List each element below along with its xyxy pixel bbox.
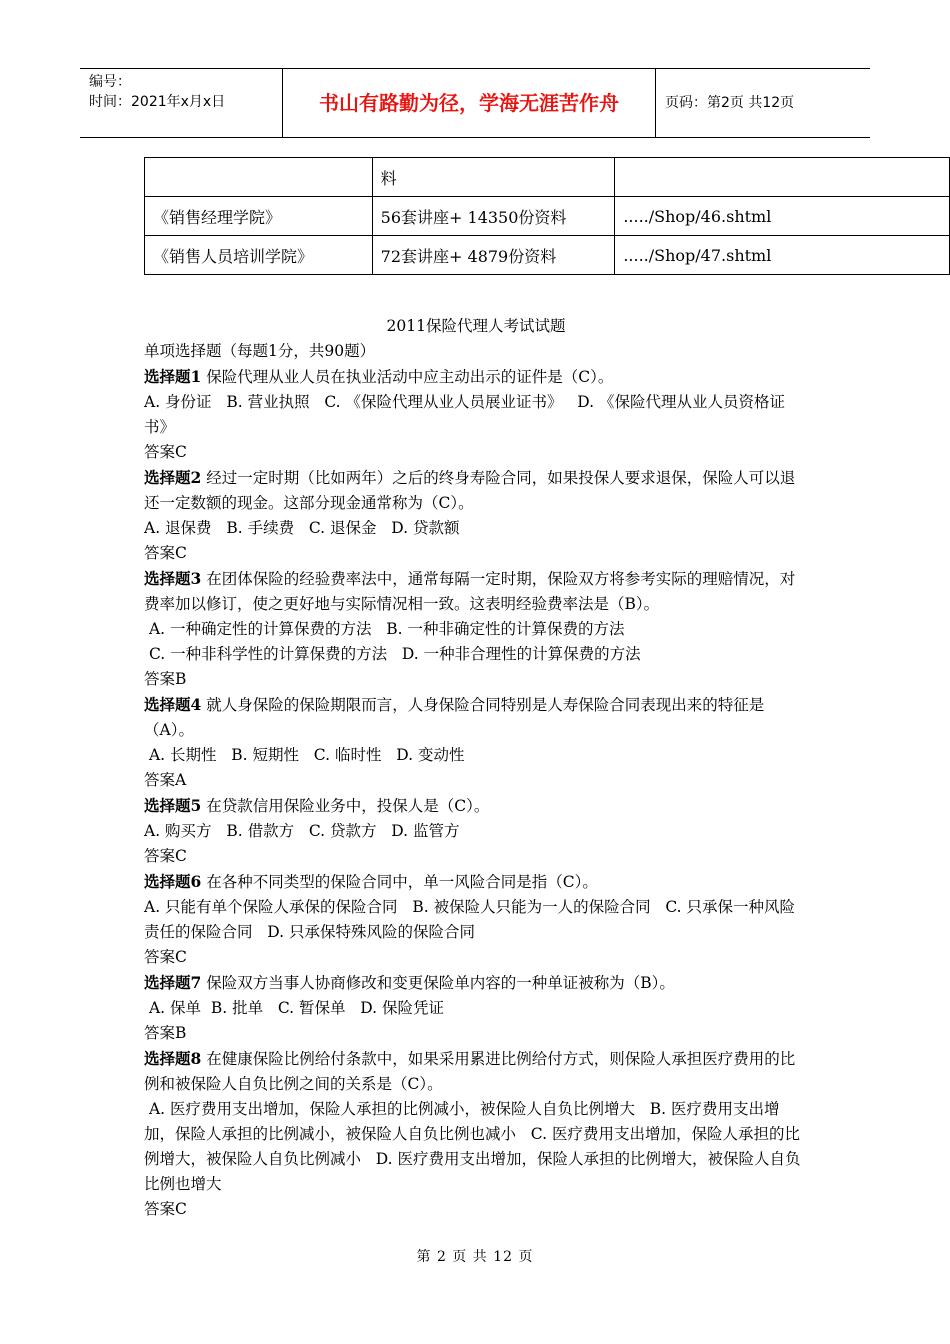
time-label: 时间：2021年x月x日 xyxy=(89,94,226,110)
question-text xyxy=(144,566,808,617)
question-answer: 答案C xyxy=(144,443,187,461)
question-answer: 答案C xyxy=(144,948,187,966)
question-item xyxy=(144,566,808,692)
question-answer: 答案B xyxy=(144,670,187,688)
question-item xyxy=(144,970,808,1046)
question-options: A. 长期性 B. 短期性 C. 临时性 D. 变动性 xyxy=(144,746,465,764)
question-answer: 答案B xyxy=(144,1024,187,1042)
header-meta xyxy=(80,69,283,137)
question-label: 选择题6 xyxy=(144,872,202,891)
page-footer: 第 2 页 共 12 页 xyxy=(416,1249,534,1265)
page-header xyxy=(80,68,870,138)
question-item xyxy=(144,793,808,869)
question-stem: 就人身保险的保险期限而言，人身保险合同特别是人寿保险合同表现出来的特征是（A）。 xyxy=(144,696,765,739)
header-page-label: 页码：第2页 共12页 xyxy=(665,95,795,111)
question-item xyxy=(144,465,808,566)
resource-table xyxy=(144,157,950,275)
table-cell: ...../Shop/47.shtml xyxy=(615,236,950,275)
table-row xyxy=(145,197,950,236)
question-answer: 答案C xyxy=(144,1200,187,1218)
question-label: 选择题8 xyxy=(144,1049,202,1068)
question-label: 选择题3 xyxy=(144,569,202,588)
question-options: A. 身份证 B. 营业执照 C. 《保险代理从业人员展业证书》 D. 《保险代理从业人员资格证书》 xyxy=(144,393,786,436)
question-options: A. 医疗费用支出增加，保险人承担的比例减小，被保险人自负比例增大 B. 医疗费用支出增加，保险人承担的比例减小，被保险人自负比例也减小 C. 医疗费用支出增加，保险人承担的比例增大，被保险人自负比例减小 D. 医疗费用支出增加，保险人承担的比例增大，被保险人自负比例也增大 xyxy=(144,1100,801,1193)
question-text xyxy=(144,970,808,996)
question-stem: 保险代理从业人员在执业活动中应主动出示的证件是（C）。 xyxy=(201,368,614,386)
question-text xyxy=(144,465,808,516)
question-item xyxy=(144,364,808,465)
question-stem: 在团体保险的经验费率法中，通常每隔一定时期，保险双方将参考实际的理赔情况，对费率加以修订，使之更好地与实际情况相一致。这表明经验费率法是（B）。 xyxy=(144,570,796,613)
table-cell: 56套讲座+ 14350份资料 xyxy=(372,197,615,236)
number-label: 编号： xyxy=(89,74,131,90)
table-cell: 《销售人员培训学院》 xyxy=(145,236,373,275)
table-cell: 料 xyxy=(372,158,615,197)
question-stem: 在健康保险比例给付条款中，如果采用累进比例给付方式，则保险人承担医疗费用的比例和被保险人自负比例之间的关系是（C）。 xyxy=(144,1050,796,1093)
question-stem: 在贷款信用保险业务中，投保人是（C）。 xyxy=(201,797,490,815)
question-label: 选择题1 xyxy=(144,367,202,386)
exam-intro: 单项选择题（每题1分，共90题） xyxy=(144,342,376,360)
table-row xyxy=(145,236,950,275)
question-text xyxy=(144,793,808,819)
question-item xyxy=(144,692,808,793)
question-list xyxy=(144,364,808,1222)
table-cell xyxy=(615,158,950,197)
question-options: A. 退保费 B. 手续费 C. 退保金 D. 贷款额 xyxy=(144,519,460,537)
question-item xyxy=(144,869,808,970)
exam-title: 2011保险代理人考试试题 xyxy=(386,317,566,335)
question-label: 选择题2 xyxy=(144,468,202,487)
question-label: 选择题7 xyxy=(144,973,202,992)
question-label: 选择题4 xyxy=(144,695,202,714)
exam-content xyxy=(144,314,808,1222)
table-row xyxy=(145,158,950,197)
question-stem: 经过一定时期（比如两年）之后的终身寿险合同，如果投保人要求退保，保险人可以退还一定数额的现金。这部分现金通常称为（C）。 xyxy=(144,469,796,512)
header-motto: 书山有路勤为径，学海无涯苦作舟 xyxy=(283,69,656,137)
question-label: 选择题5 xyxy=(144,796,202,815)
question-text xyxy=(144,869,808,895)
question-stem: 保险双方当事人协商修改和变更保险单内容的一种单证被称为（B）。 xyxy=(201,974,675,992)
question-text xyxy=(144,364,808,390)
question-answer: 答案C xyxy=(144,847,187,865)
question-options: A. 一种确定性的计算保费的方法 B. 一种非确定性的计算保费的方法 C. 一种非科学性的计算保费的方法 D. 一种非合理性的计算保费的方法 xyxy=(148,620,641,663)
question-text xyxy=(144,692,808,743)
question-answer: 答案C xyxy=(144,544,187,562)
table-cell: 《销售经理学院》 xyxy=(145,197,373,236)
table-cell: ...../Shop/46.shtml xyxy=(615,197,950,236)
question-stem: 在各种不同类型的保险合同中，单一风险合同是指（C）。 xyxy=(201,873,598,891)
question-options: A. 保单 B. 批单 C. 暂保单 D. 保险凭证 xyxy=(144,999,445,1017)
question-text xyxy=(144,1046,808,1097)
question-answer: 答案A xyxy=(144,771,187,789)
question-options: A. 购买方 B. 借款方 C. 贷款方 D. 监管方 xyxy=(144,822,460,840)
table-cell: 72套讲座+ 4879份资料 xyxy=(372,236,615,275)
question-item xyxy=(144,1046,808,1222)
table-cell xyxy=(145,158,373,197)
question-options: A. 只能有单个保险人承保的保险合同 B. 被保险人只能为一人的保险合同 C. 只承保一种风险责任的保险合同 D. 只承保特殊风险的保险合同 xyxy=(144,898,796,941)
